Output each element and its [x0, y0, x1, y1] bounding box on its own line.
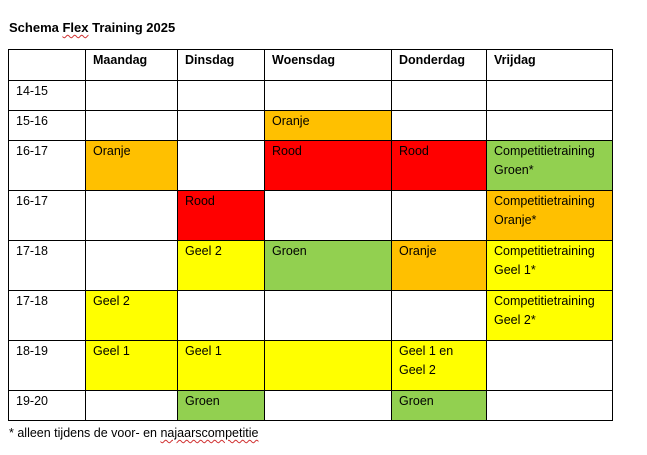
document-title [9, 19, 175, 37]
time-slot-cell: 16-17 [9, 191, 86, 241]
header-row [9, 50, 613, 81]
schedule-cell-vrijdag [487, 241, 613, 291]
schedule-row [9, 81, 613, 111]
schedule-cell-donderdag [392, 111, 487, 141]
time-slot-cell: 17-18 [9, 291, 86, 341]
training-group-label: Competitietraining [494, 194, 595, 208]
time-slot-cell: 16-17 [9, 141, 86, 191]
schedule-cell-woensdag [265, 241, 392, 291]
schedule-cell-woensdag [265, 391, 392, 421]
training-group-label: Geel 1* [494, 263, 536, 277]
training-group-label: Competitietraining [494, 144, 595, 158]
training-group-label: Rood [399, 144, 429, 158]
training-group-label: Oranje [399, 244, 437, 258]
training-group-label: Geel 2* [494, 313, 536, 327]
time-slot-cell: 15-16 [9, 111, 86, 141]
training-group-label: Oranje [93, 144, 131, 158]
schedule-row [9, 291, 613, 341]
training-group-label: Groen [185, 394, 220, 408]
time-slot-cell: 19-20 [9, 391, 86, 421]
schedule-cell-donderdag [392, 141, 487, 191]
training-group-label: Rood [185, 194, 215, 208]
schedule-cell-donderdag [392, 291, 487, 341]
schedule-cell-woensdag [265, 191, 392, 241]
training-group-label: Groen* [494, 163, 534, 177]
training-group-label: Oranje [272, 114, 310, 128]
schedule-cell-donderdag [392, 341, 487, 391]
schedule-cell-maandag [86, 141, 178, 191]
header-cell-vrijdag: Vrijdag [487, 50, 613, 81]
schedule-row [9, 141, 613, 191]
header-cell-donderdag: Donderdag [392, 50, 487, 81]
title-misspelled-word: Flex [62, 20, 89, 35]
schedule-cell-woensdag [265, 141, 392, 191]
header-cell-woensdag: Woensdag [265, 50, 392, 81]
schedule-cell-donderdag [392, 391, 487, 421]
schedule-cell-maandag [86, 111, 178, 141]
time-slot-cell: 18-19 [9, 341, 86, 391]
schedule-row [9, 111, 613, 141]
training-group-label: Geel 1 [185, 344, 222, 358]
footnote-text: * alleen tijdens de voor- en [9, 426, 161, 440]
schedule-cell-maandag [86, 391, 178, 421]
time-slot-cell: 14-15 [9, 81, 86, 111]
schedule-cell-vrijdag [487, 81, 613, 111]
schedule-cell-vrijdag [487, 391, 613, 421]
schedule-cell-dinsdag [178, 191, 265, 241]
schedule-cell-donderdag [392, 81, 487, 111]
header-cell-dinsdag: Dinsdag [178, 50, 265, 81]
schedule-cell-donderdag [392, 191, 487, 241]
schedule-cell-vrijdag [487, 341, 613, 391]
training-group-label: Geel 2 [185, 244, 222, 258]
header-cell-maandag: Maandag [86, 50, 178, 81]
schedule-cell-maandag [86, 291, 178, 341]
schedule-cell-maandag [86, 341, 178, 391]
schedule-cell-dinsdag [178, 111, 265, 141]
schedule-cell-woensdag [265, 111, 392, 141]
training-group-label: Rood [272, 144, 302, 158]
schedule-cell-maandag [86, 81, 178, 111]
schedule-cell-dinsdag [178, 341, 265, 391]
training-group-label: Geel 2 [93, 294, 130, 308]
training-group-label: Geel 1 [93, 344, 130, 358]
header-cell-time [9, 50, 86, 81]
schedule-cell-dinsdag [178, 391, 265, 421]
training-group-label: Groen [399, 394, 434, 408]
schedule-cell-vrijdag [487, 191, 613, 241]
training-schedule-table [8, 49, 613, 421]
training-group-label: Geel 2 [399, 363, 436, 377]
training-group-label: Groen [272, 244, 307, 258]
training-group-label: Competitietraining [494, 294, 595, 308]
schedule-cell-vrijdag [487, 291, 613, 341]
schedule-cell-vrijdag [487, 111, 613, 141]
schedule-row [9, 241, 613, 291]
schedule-row [9, 341, 613, 391]
schedule-cell-vrijdag [487, 141, 613, 191]
training-group-label: Oranje* [494, 213, 537, 227]
schedule-cell-dinsdag [178, 291, 265, 341]
schedule-cell-woensdag [265, 291, 392, 341]
training-group-label: Geel 1 en [399, 344, 454, 358]
schedule-cell-donderdag [392, 241, 487, 291]
schedule-cell-woensdag [265, 81, 392, 111]
footnote-misspelled-word: najaarscompetitie [160, 426, 259, 440]
title-text-after: Training 2025 [88, 20, 176, 35]
schedule-cell-woensdag [265, 341, 392, 391]
training-group-label: Competitietraining [494, 244, 595, 258]
footnote [9, 424, 258, 442]
schedule-row [9, 391, 613, 421]
schedule-cell-dinsdag [178, 241, 265, 291]
time-slot-cell: 17-18 [9, 241, 86, 291]
schedule-cell-maandag [86, 241, 178, 291]
schedule-cell-dinsdag [178, 81, 265, 111]
schedule-body [9, 81, 613, 421]
schedule-row [9, 191, 613, 241]
schedule-cell-dinsdag [178, 141, 265, 191]
title-text-before: Schema [9, 20, 63, 35]
schedule-cell-maandag [86, 191, 178, 241]
